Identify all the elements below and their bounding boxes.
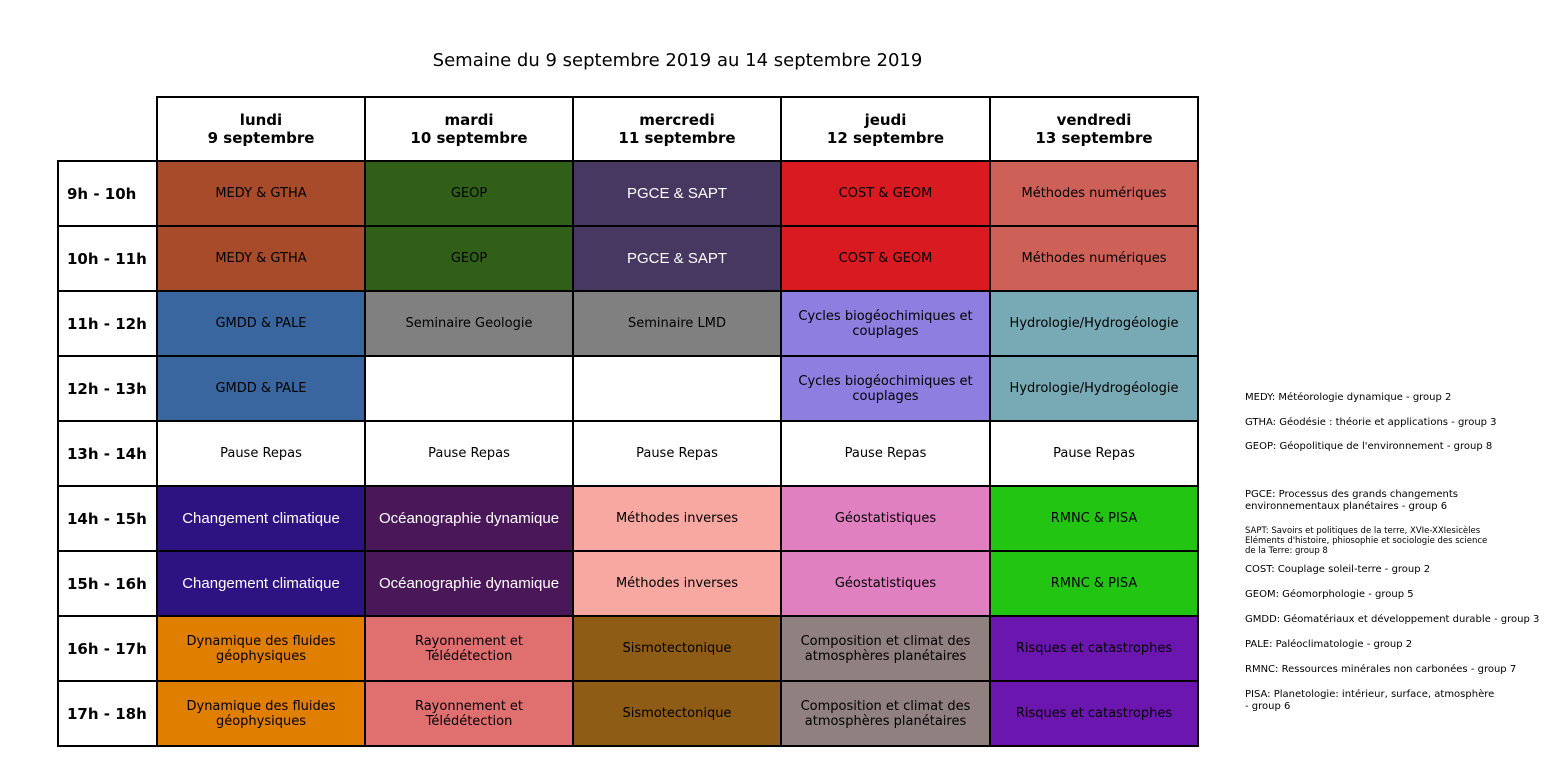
- course-label: PGCE & SAPT: [626, 250, 728, 267]
- time-row: [58, 421, 1198, 486]
- course-cell: [157, 551, 365, 616]
- time-row: [58, 681, 1198, 746]
- legend: [1245, 392, 1555, 713]
- time-slot-label: 11h - 12h: [58, 291, 157, 356]
- course-cell: [781, 226, 990, 291]
- course-cell: [573, 616, 781, 681]
- time-row: [58, 161, 1198, 226]
- course-cell: [157, 486, 365, 551]
- time-slot-label: 12h - 13h: [58, 356, 157, 421]
- course-cell: [573, 486, 781, 551]
- day-name: mercredi: [639, 111, 715, 129]
- corner-cell: [58, 97, 157, 161]
- course-cell: [365, 356, 573, 421]
- course-cell: [157, 356, 365, 421]
- course-label: MEDY & GTHA: [215, 251, 307, 266]
- course-label: Méthodes numériques: [1021, 186, 1167, 201]
- course-label: Méthodes inverses: [615, 576, 739, 591]
- time-row: [58, 356, 1198, 421]
- legend-item: PGCE: Processus des grands changements environnementaux planétaires - group 6: [1245, 489, 1459, 512]
- course-cell: [365, 486, 573, 551]
- day-header-jeudi: [781, 97, 990, 161]
- course-label: Seminaire LMD: [627, 316, 726, 331]
- course-label: Composition et climat des atmosphères planétaires: [800, 698, 971, 729]
- course-label: GEOP: [450, 251, 488, 266]
- course-cell: [157, 161, 365, 226]
- course-label: Cycles biogéochimiques et couplages: [798, 373, 973, 404]
- legend-item: GTHA: Géodésie : théorie et applications - group 3: [1245, 417, 1497, 428]
- course-label: Pause Repas: [844, 446, 927, 461]
- legend-item: PALE: Paléoclimatologie - group 2: [1245, 639, 1413, 650]
- course-cell: [365, 681, 573, 746]
- course-label: Dynamique des fluides géophysiques: [186, 633, 336, 664]
- course-cell: [365, 226, 573, 291]
- legend-item: SAPT: Savoirs et politiques de la terre, XVIe-XXIesicèles Eléments d'histoire, phiosophie et sociologie des science de la Terre: group 8: [1245, 526, 1488, 556]
- course-label: Méthodes inverses: [615, 511, 739, 526]
- course-label: Rayonnement et Télédétection: [414, 633, 524, 664]
- day-name: vendredi: [1056, 111, 1132, 129]
- course-label: Sismotectonique: [622, 706, 732, 721]
- page-title: Semaine du 9 septembre 2019 au 14 septembre 2019: [432, 50, 923, 71]
- course-cell: [990, 356, 1198, 421]
- course-label: Pause Repas: [636, 446, 718, 461]
- course-label: GMDD & PALE: [215, 316, 307, 331]
- course-label: GMDD & PALE: [215, 381, 307, 396]
- day-date: 11 septembre: [618, 129, 736, 147]
- time-slot-label: 17h - 18h: [58, 681, 157, 746]
- course-cell: [365, 616, 573, 681]
- course-cell: [990, 616, 1198, 681]
- time-row: [58, 226, 1198, 291]
- time-slot-label: 10h - 11h: [58, 226, 157, 291]
- course-label: Changement climatique: [182, 510, 340, 527]
- time-slot-label: 15h - 16h: [58, 551, 157, 616]
- course-label: Risques et catastrophes: [1015, 641, 1173, 656]
- course-label: Pause Repas: [1053, 446, 1135, 461]
- legend-item: RMNC: Ressources minérales non carbonées - group 7: [1245, 664, 1517, 675]
- day-name: jeudi: [864, 111, 907, 129]
- course-cell: [781, 486, 990, 551]
- legend-item: PISA: Planetologie: intérieur, surface, atmosphère - group 6: [1245, 689, 1495, 712]
- course-label: Changement climatique: [182, 575, 340, 592]
- course-cell: [781, 356, 990, 421]
- course-label: Méthodes numériques: [1021, 251, 1167, 266]
- course-cell: [573, 161, 781, 226]
- course-label: Géostatistiques: [834, 576, 937, 591]
- time-row: [58, 486, 1198, 551]
- legend-item: MEDY: Météorologie dynamique - group 2: [1245, 392, 1452, 403]
- course-cell: [365, 161, 573, 226]
- course-cell: [781, 681, 990, 746]
- course-label: MEDY & GTHA: [215, 186, 307, 201]
- course-cell: [157, 681, 365, 746]
- day-header-vendredi: [990, 97, 1198, 161]
- day-header-lundi: [157, 97, 365, 161]
- course-cell: [157, 226, 365, 291]
- day-date: 10 septembre: [410, 129, 528, 147]
- time-row: [58, 616, 1198, 681]
- course-label: Pause Repas: [428, 446, 510, 461]
- header-row: [58, 97, 1198, 161]
- time-slot-label: 13h - 14h: [58, 421, 157, 486]
- course-label: Risques et catastrophes: [1015, 706, 1173, 721]
- day-date: 13 septembre: [1035, 129, 1153, 147]
- legend-item: GMDD: Géomatériaux et développement durable - group 3: [1245, 614, 1540, 625]
- course-label: RMNC & PISA: [1050, 511, 1138, 526]
- course-label: Hydrologie/Hydrogéologie: [1009, 316, 1179, 331]
- day-header-mardi: [365, 97, 573, 161]
- time-row: [58, 291, 1198, 356]
- course-label: Océanographie dynamique: [378, 510, 560, 527]
- day-header-mercredi: [573, 97, 781, 161]
- day-date: 12 septembre: [826, 129, 945, 147]
- course-cell: [365, 551, 573, 616]
- course-cell: [157, 421, 365, 486]
- course-cell: [573, 421, 781, 486]
- course-cell: [990, 161, 1198, 226]
- time-slot-label: 16h - 17h: [58, 616, 157, 681]
- course-label: Océanographie dynamique: [378, 575, 560, 592]
- course-label: Rayonnement et Télédétection: [414, 698, 524, 729]
- course-cell: [365, 291, 573, 356]
- time-row: [58, 551, 1198, 616]
- course-cell: [573, 226, 781, 291]
- course-label: Dynamique des fluides géophysiques: [186, 698, 336, 729]
- course-label: Cycles biogéochimiques et couplages: [798, 308, 973, 339]
- day-date: 9 septembre: [207, 129, 315, 147]
- course-cell: [990, 551, 1198, 616]
- course-label: GEOP: [450, 186, 488, 201]
- course-cell: [573, 291, 781, 356]
- time-slot-label: 9h - 10h: [58, 161, 157, 226]
- schedule-table: [57, 96, 1199, 747]
- course-label: Pause Repas: [220, 446, 302, 461]
- time-slot-label: 14h - 15h: [58, 486, 157, 551]
- course-cell: [781, 616, 990, 681]
- course-label: COST & GEOM: [838, 186, 933, 201]
- course-label: PGCE & SAPT: [626, 185, 728, 202]
- legend-item: GEOP: Géopolitique de l'environnement - group 8: [1245, 441, 1493, 452]
- course-cell: [157, 291, 365, 356]
- course-label: Sismotectonique: [622, 641, 732, 656]
- legend-item: COST: Couplage soleil-terre - group 2: [1245, 564, 1431, 575]
- course-cell: [990, 226, 1198, 291]
- course-cell: [781, 161, 990, 226]
- course-cell: [990, 421, 1198, 486]
- course-cell: [990, 681, 1198, 746]
- course-cell: [573, 356, 781, 421]
- course-label: COST & GEOM: [838, 251, 933, 266]
- course-cell: [157, 616, 365, 681]
- course-cell: [781, 421, 990, 486]
- course-cell: [781, 291, 990, 356]
- course-label: Seminaire Geologie: [405, 316, 533, 331]
- course-label: RMNC & PISA: [1050, 576, 1138, 591]
- course-label: Hydrologie/Hydrogéologie: [1009, 381, 1179, 396]
- course-cell: [365, 421, 573, 486]
- course-cell: [573, 681, 781, 746]
- course-cell: [573, 551, 781, 616]
- course-label: Géostatistiques: [834, 511, 937, 526]
- course-cell: [781, 551, 990, 616]
- day-name: mardi: [444, 111, 494, 129]
- legend-item: GEOM: Géomorphologie - group 5: [1245, 589, 1414, 600]
- course-cell: [990, 486, 1198, 551]
- day-name: lundi: [239, 111, 283, 129]
- course-label: Composition et climat des atmosphères planétaires: [800, 633, 971, 664]
- course-cell: [990, 291, 1198, 356]
